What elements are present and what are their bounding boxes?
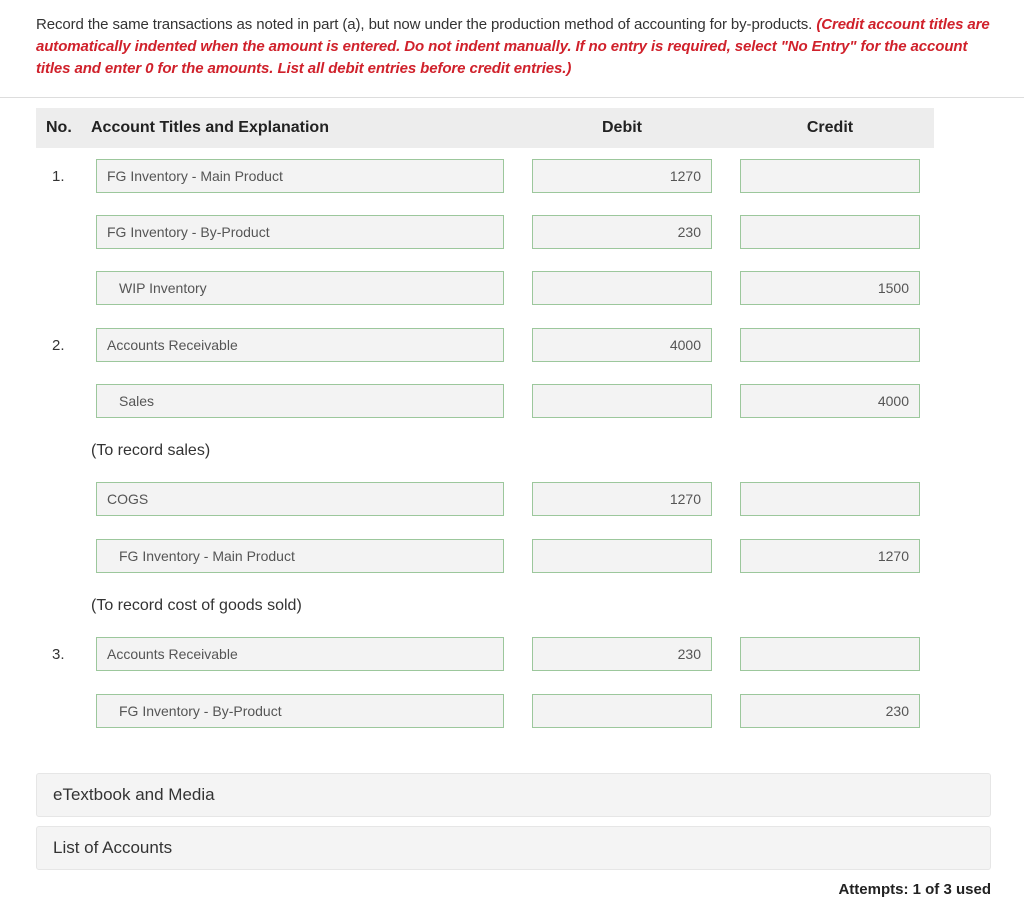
attempts-counter: Attempts: 1 of 3 used — [838, 881, 991, 898]
journal-row — [36, 637, 934, 673]
debit-field[interactable]: 1270 — [532, 482, 712, 516]
instructions-lead: Record the same transactions as noted in part (a), but now under the production method of accounting for by-products. — [36, 16, 813, 33]
journal-row — [36, 271, 934, 307]
debit-field[interactable] — [532, 539, 712, 573]
credit-field[interactable]: 1500 — [740, 271, 920, 305]
header-account: Account Titles and Explanation — [91, 119, 329, 136]
journal-row — [36, 384, 934, 420]
memo-text: (To record sales) — [91, 442, 211, 459]
instructions-note: (Credit account titles are automatically indented when the amount is entered. Do not indent manually. If no entry is required, select "No Entry" for the account titles and enter 0 for the amounts. List all debit entries before credit entries.) — [36, 16, 990, 77]
account-title-field[interactable]: Sales — [96, 384, 504, 418]
account-title-field[interactable]: Accounts Receivable — [96, 328, 504, 362]
entry-number: 3. — [52, 646, 65, 663]
list-of-accounts-panel[interactable]: List of Accounts — [36, 826, 991, 870]
journal-row — [36, 159, 934, 195]
credit-field[interactable] — [740, 637, 920, 671]
journal-row — [36, 328, 934, 364]
credit-field[interactable] — [740, 159, 920, 193]
credit-field[interactable]: 4000 — [740, 384, 920, 418]
header-credit: Credit — [806, 119, 854, 136]
debit-field[interactable] — [532, 271, 712, 305]
memo-text: (To record cost of goods sold) — [91, 597, 302, 614]
account-title-field[interactable]: WIP Inventory — [96, 271, 504, 305]
debit-field[interactable]: 4000 — [532, 328, 712, 362]
account-title-field[interactable]: FG Inventory - By-Product — [96, 694, 504, 728]
journal-row — [36, 482, 934, 518]
credit-field[interactable]: 1270 — [740, 539, 920, 573]
account-title-field[interactable]: FG Inventory - Main Product — [96, 159, 504, 193]
debit-field[interactable] — [532, 384, 712, 418]
etextbook-media-panel[interactable]: eTextbook and Media — [36, 773, 991, 817]
journal-row — [36, 215, 934, 251]
divider — [0, 97, 1024, 98]
credit-field[interactable] — [740, 482, 920, 516]
entry-number: 2. — [52, 337, 65, 354]
account-title-field[interactable]: Accounts Receivable — [96, 637, 504, 671]
account-title-field[interactable]: FG Inventory - By-Product — [96, 215, 504, 249]
header-debit: Debit — [602, 119, 642, 136]
debit-field[interactable]: 230 — [532, 215, 712, 249]
entry-number: 1. — [52, 168, 65, 185]
journal-row — [36, 694, 934, 730]
debit-field[interactable]: 1270 — [532, 159, 712, 193]
credit-field[interactable]: 230 — [740, 694, 920, 728]
credit-field[interactable] — [740, 328, 920, 362]
debit-field[interactable]: 230 — [532, 637, 712, 671]
credit-field[interactable] — [740, 215, 920, 249]
header-no: No. — [46, 119, 72, 136]
account-title-field[interactable]: COGS — [96, 482, 504, 516]
table-header — [36, 108, 934, 148]
debit-field[interactable] — [532, 694, 712, 728]
account-title-field[interactable]: FG Inventory - Main Product — [96, 539, 504, 573]
instructions — [36, 14, 996, 80]
journal-row — [36, 539, 934, 575]
